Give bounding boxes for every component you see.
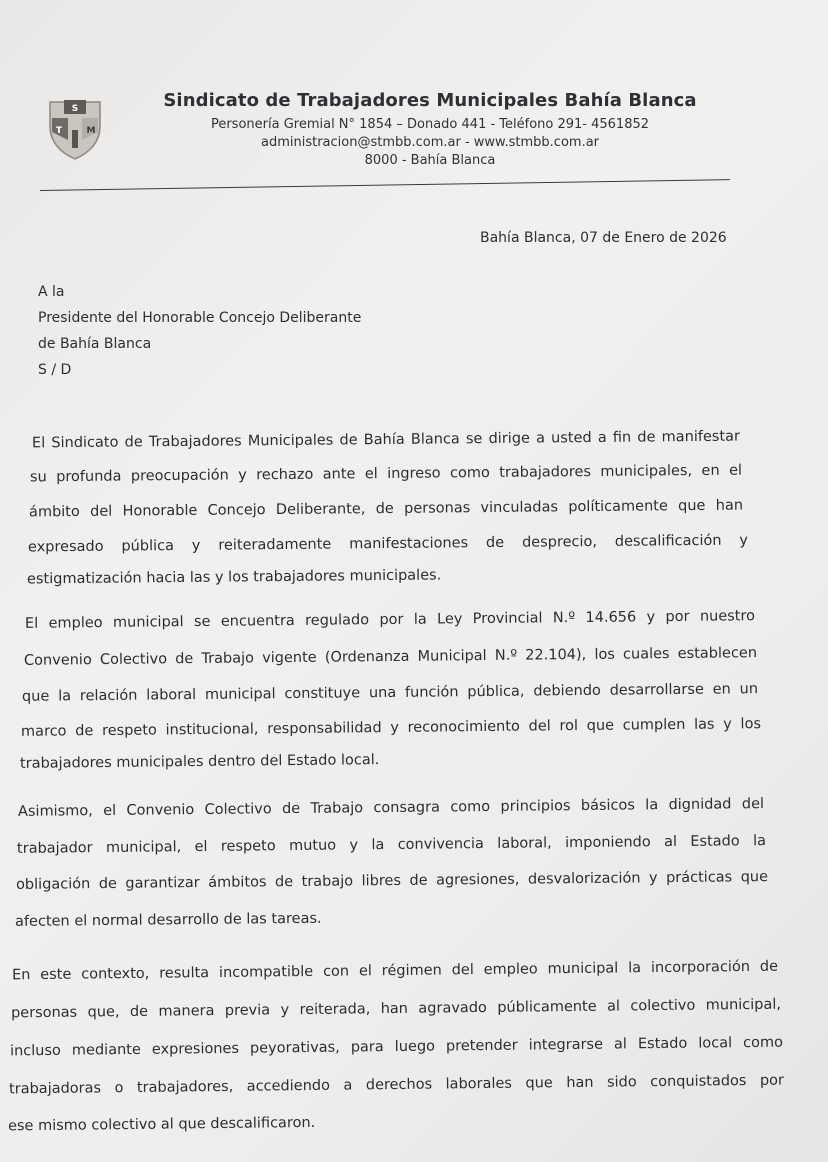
org-contact-line: administracion@stmbb.com.ar - www.stmbb.com.ar [260, 135, 600, 150]
body-line: trabajadores municipales dentro del Estado local. [19, 752, 380, 772]
addressee-line: S / D [38, 362, 72, 378]
addressee-line: de Bahía Blanca [38, 336, 152, 352]
union-shield-icon [44, 96, 106, 162]
body-line: que la relación laboral municipal constituye una función pública, debiendo desarrollarse en un [21, 681, 759, 705]
org-city-line: 8000 - Bahía Blanca [364, 153, 496, 168]
letterhead [150, 90, 710, 171]
body-line: Asimismo, el Convenio Colectivo de Trabajo consagra como principios básicos la dignidad del [17, 796, 765, 820]
body-line: expresado pública y reiteradamente manifestaciones de desprecio, descalificación y [27, 532, 749, 556]
body-line: marco de respeto institucional, responsabilidad y reconocimiento del rol que cumplen las y los [20, 716, 762, 740]
body-line: trabajador municipal, el respeto mutuo y la convivencia laboral, imponiendo al Estado la [16, 833, 767, 857]
body-line: obligación de garantizar ámbitos de trabajo libres de agresiones, desvalorización y prácticas que [15, 869, 769, 893]
body-line: El empleo municipal se encuentra regulado por la Ley Provincial N.º 14.656 y por nuestro [24, 608, 756, 632]
body-line: El Sindicato de Trabajadores Municipales de Bahía Blanca se dirige a usted a fin de manifestar [31, 428, 741, 452]
logo-letter-m: M [86, 126, 96, 136]
body-line: En este contexto, resulta incompatible con el régimen del empleo municipal la incorporación de [11, 958, 779, 984]
org-registration-line: Personería Gremial N° 1854 – Donado 441 - Teléfono 291- 4561852 [210, 117, 650, 132]
logo-letter-t: T [55, 126, 63, 136]
org-name: Sindicato de Trabajadores Municipales Bahía Blanca [163, 90, 697, 111]
addressee-line: A la [38, 284, 65, 300]
addressee-block [38, 279, 361, 383]
body-line: ámbito del Honorable Concejo Deliberante, de personas vinculadas políticamente que han [28, 497, 744, 521]
letterhead-divider [40, 179, 730, 191]
letter-date: Bahía Blanca, 07 de Enero de 2026 [480, 230, 727, 246]
body-line: estigmatización hacia las y los trabajadores municipales. [26, 567, 442, 588]
body-line: Convenio Colectivo de Trabajo vigente (Ordenanza Municipal N.º 22.104), los cuales establecen [23, 645, 758, 669]
union-logo [44, 96, 106, 162]
logo-letter-s: S [71, 104, 79, 114]
addressee-line: Presidente del Honorable Concejo Deliberante [38, 310, 362, 326]
body-line: ese mismo colectivo al que descalificaron. [7, 1114, 316, 1135]
body-line: trabajadoras o trabajadores, accediendo a derechos laborales que han sido conquistados por [8, 1072, 785, 1098]
body-line: personas que, de manera previa y reiterada, han agravado públicamente al colectivo municipal, [10, 996, 782, 1022]
body-line: su profunda preocupación y rechazo ante el ingreso como trabajadores municipales, en el [29, 462, 743, 486]
body-line: incluso mediante expresiones peyorativas, para luego pretender integrarse al Estado local como [9, 1034, 784, 1060]
body-line: afecten el normal desarrollo de las tareas. [14, 910, 322, 930]
